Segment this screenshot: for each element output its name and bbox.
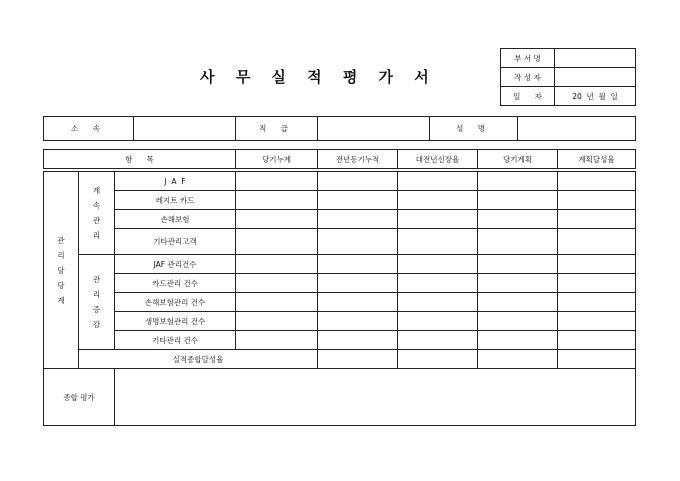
item-label: J A F (115, 172, 236, 191)
header-current-total: 당기누계 (236, 150, 318, 169)
header-row (44, 150, 636, 169)
header-growth-rate: 대전년신장율 (398, 150, 478, 169)
author-value[interactable] (555, 68, 636, 87)
rank-label: 직 급 (236, 117, 318, 141)
table-row (44, 312, 636, 331)
header-plan-rate: 계획달성율 (558, 150, 636, 169)
info-table (43, 116, 636, 141)
total-row (44, 350, 636, 369)
eval-field[interactable] (115, 369, 636, 426)
item-label: 손해보험관리 건수 (115, 293, 236, 312)
item-label: 카드관리 건수 (115, 274, 236, 293)
table-row (44, 274, 636, 293)
department-label: 부 서 명 (501, 49, 555, 68)
name-field[interactable] (518, 117, 636, 141)
item-label: 생명보험관리 건수 (115, 312, 236, 331)
table-row (44, 255, 636, 274)
item-label: 손해보험 (115, 210, 236, 229)
affiliation-field[interactable] (134, 117, 236, 141)
table-row (44, 293, 636, 312)
department-value[interactable] (555, 49, 636, 68)
author-label: 작 성 자 (501, 68, 555, 87)
item-label: 기타관리 건수 (115, 331, 236, 350)
rank-field[interactable] (318, 117, 430, 141)
table-row (44, 210, 636, 229)
eval-label: 종합 평가 (44, 369, 115, 426)
item-label: 레지트 카드 (115, 191, 236, 210)
table-row (44, 331, 636, 350)
affiliation-label: 소 속 (44, 117, 134, 141)
date-label: 일 자 (501, 87, 555, 106)
table-row (44, 172, 636, 191)
group-label: 관 리 담 당 계 (44, 172, 79, 369)
sub2-label: 관 리 증 감 (79, 255, 115, 350)
total-label: 실적종합달성율 (79, 350, 318, 369)
evaluation-table (43, 149, 636, 426)
table-row (44, 229, 636, 255)
sub1-label: 계 속 관 리 (79, 172, 115, 255)
name-label: 성 명 (430, 117, 518, 141)
evaluation-row (44, 369, 636, 426)
header-plan: 당기계획 (478, 150, 558, 169)
item-label: JAF 관리건수 (115, 255, 236, 274)
header-prev-year: 전년동기누적 (318, 150, 398, 169)
header-item: 항 목 (44, 150, 236, 169)
date-value[interactable]: 20 년 월 일 (555, 87, 636, 106)
document-title: 사 무 실 적 평 가 서 (200, 68, 437, 86)
item-label: 기타관리고객 (115, 229, 236, 255)
table-row (44, 191, 636, 210)
approval-table (500, 48, 636, 106)
